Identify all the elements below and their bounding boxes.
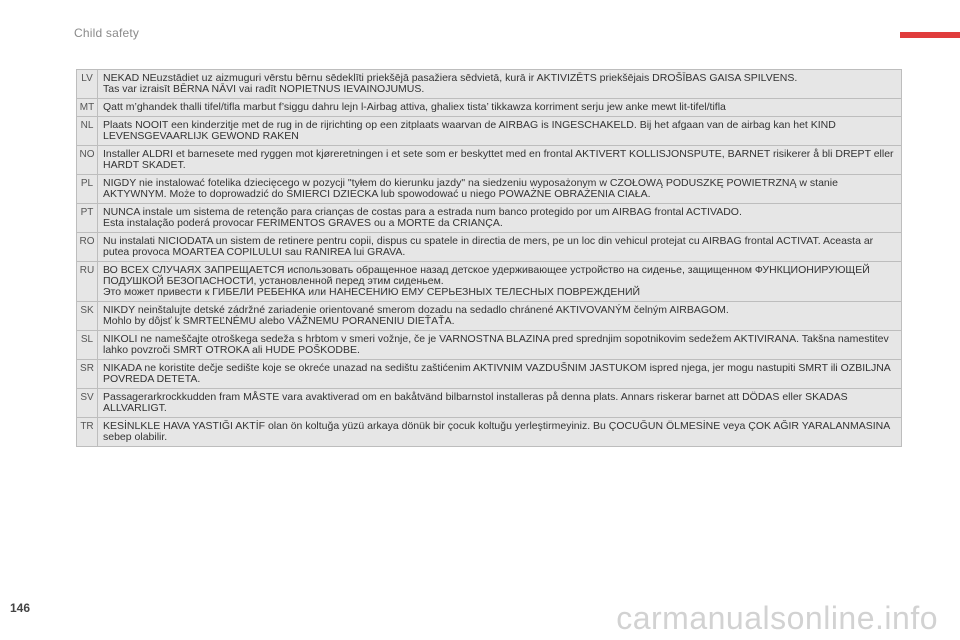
warning-text-line: NIKDY neinštalujte detské zádržné zariadenie orientované smerom dozadu na sedadlo chránené AKTIVOVANÝM čelným AIRBAGOM. xyxy=(103,304,729,316)
warning-text xyxy=(98,146,902,175)
warning-text xyxy=(98,233,902,262)
warning-text xyxy=(98,175,902,204)
warning-row-sv xyxy=(77,389,902,418)
warning-text xyxy=(98,331,902,360)
warning-row-lv xyxy=(77,70,902,99)
warning-text xyxy=(98,360,902,389)
language-code: SK xyxy=(77,302,98,331)
language-code: NO xyxy=(77,146,98,175)
warning-text-line: Qatt m’ghandek thalli tifel/tifla marbut f’siggu dahru lejn l-Airbag attiva, ghaliex tista’ tikkawza korriment serju jew anke mewt lit-tifel/tifla xyxy=(103,101,726,113)
warning-text-line: Esta instalação poderá provocar FERIMENTOS GRAVES ou a MORTE da CRIANÇA. xyxy=(103,217,503,229)
language-code: NL xyxy=(77,117,98,146)
warning-text xyxy=(98,302,902,331)
page-number: 146 xyxy=(10,601,31,615)
warning-text-line: Passagerarkrockkudden fram MÅSTE vara avaktiverad om en bakåtvänd bilbarnstol installeras på denna plats. Annars riskerar barnet att DÖDAS eller SKADAS ALLVARLIGT. xyxy=(103,391,848,414)
warning-text xyxy=(98,70,902,99)
warning-row-no xyxy=(77,146,902,175)
warning-text xyxy=(98,204,902,233)
warning-row-sr xyxy=(77,360,902,389)
warning-row-tr xyxy=(77,418,902,447)
watermark-text: carmanualsonline.info xyxy=(616,600,938,636)
airbag-warning-table xyxy=(76,69,902,447)
warning-text-line: Mohlo by dôjsť k SMRTEĽNÉMU alebo VÁŽNEMU PORANENIU DIEŤAŤA. xyxy=(103,315,455,327)
language-code: MT xyxy=(77,99,98,117)
warning-text xyxy=(98,117,902,146)
warning-row-mt xyxy=(77,99,902,117)
warning-text xyxy=(98,262,902,302)
warning-row-pt xyxy=(77,204,902,233)
language-code: SV xyxy=(77,389,98,418)
warning-text-line: ВО ВСЕХ СЛУЧАЯХ ЗАПРЕЩАЕТСЯ использовать обращенное назад детское удерживающее устройство на сиденье, защищенном ФУНКЦИОНИРУЮЩЕЙ ПОДУШКОЙ БЕЗОПАСНОСТИ, установленной перед этим сиденьем. xyxy=(103,264,870,287)
warning-text-line: Plaats NOOIT een kinderzitje met de rug in de rijrichting op een zitplaats waarvan de AIRBAG is INGESCHAKELD. Bij het afgaan van de airbag kan het KIND LEVENSGEVAARLIJK GEWOND RAKEN xyxy=(103,119,836,142)
language-code: RO xyxy=(77,233,98,262)
warning-text-line: NUNCA instale um sistema de retenção para crianças de costas para a estrada num banco protegido por um AIRBAG frontal ACTIVADO. xyxy=(103,206,742,218)
warning-row-pl xyxy=(77,175,902,204)
language-code: SR xyxy=(77,360,98,389)
warning-text-line: NIKOLI ne nameščajte otroškega sedeža s hrbtom v smeri vožnje, če je VARNOSTNA BLAZINA pred sprednjim sopotnikovim sedežem AKTIVIRANA. Takšna namestitev lahko povzroči SMRT OTROKA ali HUDE POŠKODBE. xyxy=(103,333,889,356)
warning-row-ro xyxy=(77,233,902,262)
warning-text-line: NIKADA ne koristite dečje sedište koje se okreće unazad na sedištu zaštićenim AKTIVNIM VAZDUŠNIM JASTUKOM ispred njega, jer mogu nastupiti SMRT ili OZBILJNA POVREDA DETETA. xyxy=(103,362,891,385)
warning-text-line: Nu instalati NICIODATA un sistem de retinere pentru copii, dispus cu spatele in directia de mers, pe un loc din vehicul protejat cu AIRBAG frontal ACTIVAT. Aceasta ar putea provoca MOARTEA COPILULUI sau RANIREA lui GRAVA. xyxy=(103,235,874,258)
warning-row-nl xyxy=(77,117,902,146)
warning-text-line: Это может привести к ГИБЕЛИ РЕБЕНКА или НАНЕСЕНИЮ ЕМУ СЕРЬЕЗНЫХ ТЕЛЕСНЫХ ПОВРЕЖДЕНИЙ xyxy=(103,286,641,298)
language-code: SL xyxy=(77,331,98,360)
language-code: TR xyxy=(77,418,98,447)
warning-text-line: NEKAD NEuzstādiet uz aizmuguri vērstu bērnu sēdeklīti priekšējā pasažiera sēdvietā, kurā ir AKTIVIZĒTS priekšējais DROŠĪBAS GAISA SPILVENS. xyxy=(103,72,798,84)
warning-text xyxy=(98,99,902,117)
section-title: Child safety xyxy=(74,26,140,40)
language-code: LV xyxy=(77,70,98,99)
warning-text xyxy=(98,389,902,418)
warning-row-sk xyxy=(77,302,902,331)
warning-text-line: Tas var izraisīt BĒRNA NĀVI vai radīt NOPIETNUS IEVAINOJUMUS. xyxy=(103,83,425,95)
language-code: RU xyxy=(77,262,98,302)
warning-text-line: Installer ALDRI et barnesete med ryggen mot kjøreretningen i et sete som er beskyttet med en frontal AKTIVERT KOLLISJONSPUTE, BARNET risikerer å bli DREPT eller HARDT SKADET. xyxy=(103,148,894,171)
warning-table-body xyxy=(77,70,902,447)
warning-row-ru xyxy=(77,262,902,302)
warning-text-line: NIGDY nie instalować fotelika dziecięcego w pozycji "tyłem do kierunku jazdy" na siedzeniu wyposażonym w CZOŁOWĄ PODUSZKĘ POWIETRZNĄ w stanie AKTYWNYM. Może to doprowadzić do ŚMIERCI DZIECKA lub spowodować u niego POWAŻNE OBRAŻENIA CIAŁA. xyxy=(103,177,838,200)
warning-text xyxy=(98,418,902,447)
section-accent-bar xyxy=(900,32,960,38)
language-code: PT xyxy=(77,204,98,233)
warning-text-line: KESİNLKLE HAVA YASTIĞI AKTİF olan ön koltuğa yüzü arkaya dönük bir çocuk koltuğu yerleştirmeyiniz. Bu ÇOCUĞUN ÖLMESİNE veya ÇOK AĞIR YARALANMASINA sebep olabilir. xyxy=(103,420,890,443)
language-code: PL xyxy=(77,175,98,204)
warning-row-sl xyxy=(77,331,902,360)
